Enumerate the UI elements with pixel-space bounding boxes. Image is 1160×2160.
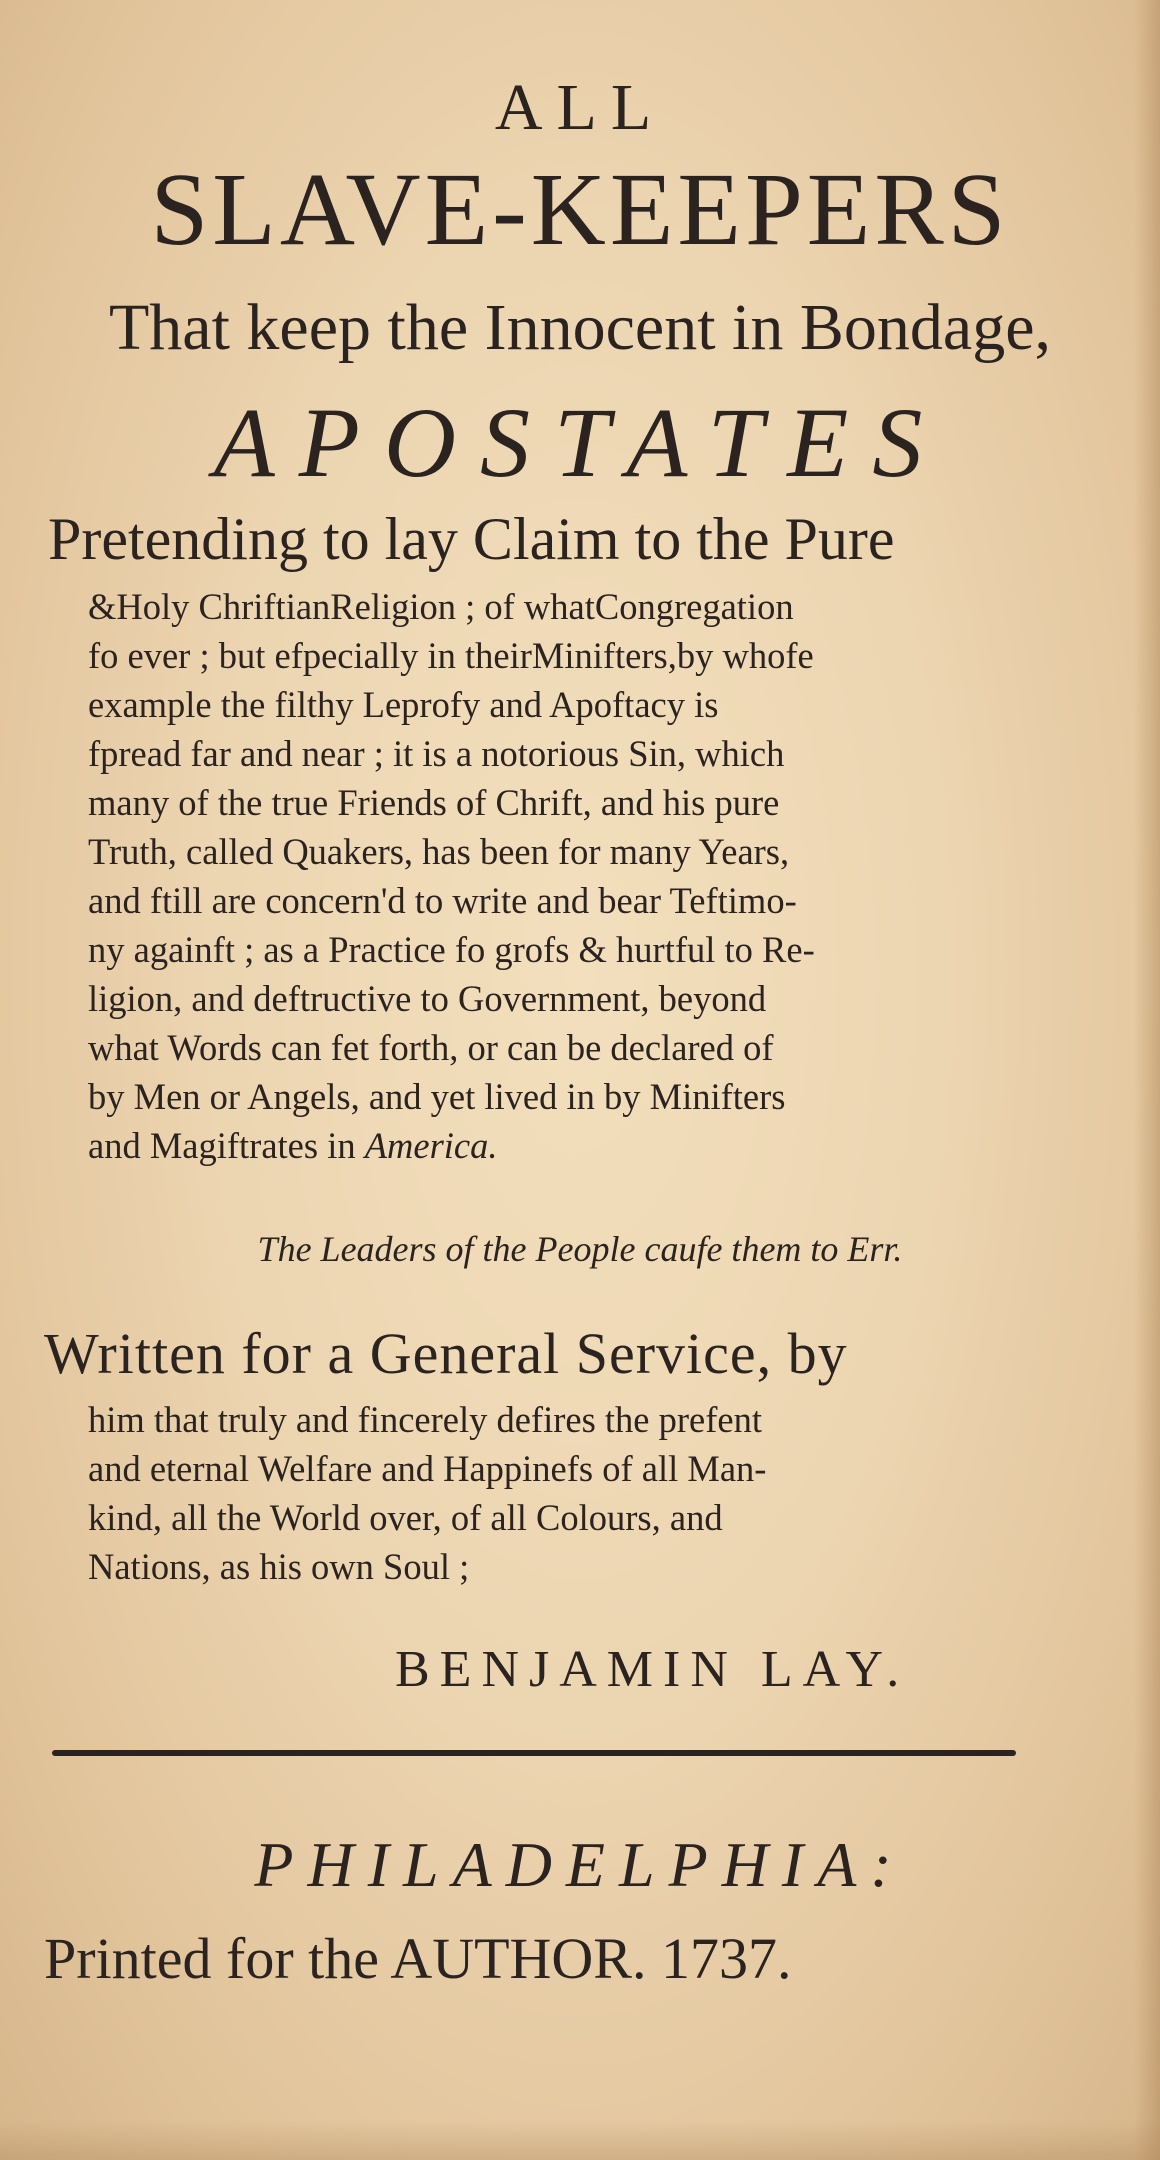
author-name: BENJAMIN LAY.	[395, 1641, 910, 1698]
written-line: him that truly and fincerely defires the prefent	[88, 1399, 762, 1440]
city-name: PHILADELPHIA:	[254, 1829, 906, 1900]
written-line: kind, all the World over, of all Colours, and	[88, 1497, 723, 1538]
line-written: Written for a General Service, by	[44, 1321, 848, 1386]
paragraph-line: many of the true Friends of Chrift, and his pure	[88, 782, 780, 823]
paragraph-last-prefix: and Magiftrates in	[88, 1125, 365, 1166]
horizontal-rule	[52, 1750, 1016, 1756]
heading-slave-keepers: SLAVE-KEEPERS	[150, 152, 1010, 267]
written-line: and eternal Welfare and Happinefs of all Man-	[88, 1448, 767, 1489]
subheading-innocent: That keep the Innocent in Bondage,	[108, 291, 1051, 364]
page-bottom-shadow	[0, 2120, 1160, 2160]
paragraph-line: Truth, called Quakers, has been for many Years,	[88, 831, 790, 872]
paragraph-line: &Holy ChriftianReligion ; of whatCongregation	[88, 586, 794, 627]
imprint-line: Printed for the AUTHOR. 1737.	[44, 1926, 792, 1991]
paragraph-line: ny againft ; as a Practice fo grofs & hurtful to Re-	[88, 929, 815, 970]
motto: The Leaders of the People caufe them to Err.	[257, 1229, 903, 1269]
heading-all: ALL	[494, 71, 666, 144]
paragraph-line: ligion, and deftructive to Government, beyond	[88, 978, 767, 1019]
paragraph-line: what Words can fet forth, or can be declared of	[88, 1027, 774, 1068]
paragraph-line: fpread far and near ; it is a notorious Sin, which	[88, 733, 785, 774]
written-line: Nations, as his own Soul ;	[88, 1546, 470, 1587]
paragraph-last-line	[88, 1124, 498, 1167]
paragraph-line: by Men or Angels, and yet lived in by Minifters	[88, 1076, 786, 1117]
paragraph-line: example the filthy Leprofy and Apoftacy is	[88, 684, 719, 725]
line-pretending: Pretending to lay Claim to the Pure	[48, 506, 895, 572]
paragraph-line: and ftill are concern'd to write and bear Teftimo-	[88, 880, 797, 921]
heading-apostates: APOSTATES	[213, 387, 947, 498]
paragraph-line: fo ever ; but efpecially in theirMinifters,by whofe	[88, 635, 814, 676]
america-italic: America.	[364, 1125, 498, 1166]
